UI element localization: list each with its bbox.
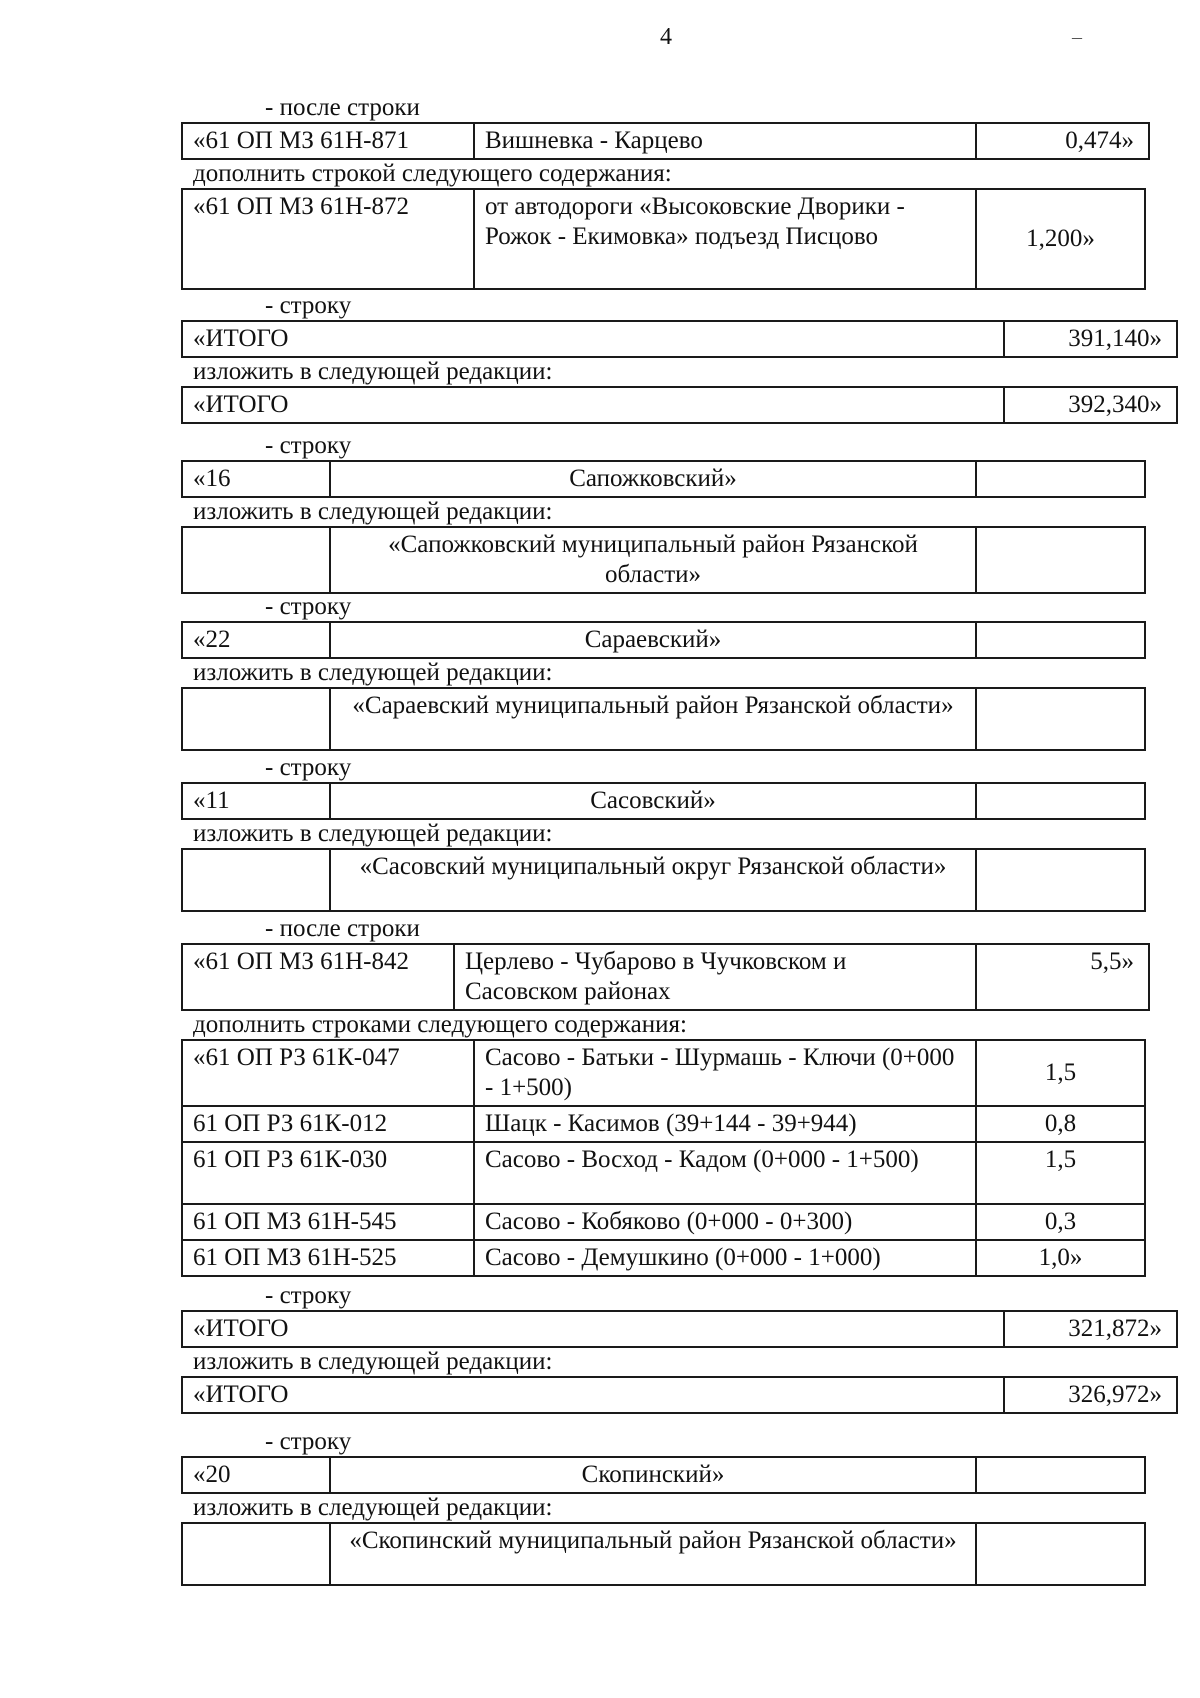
note-add-rows: дополнить строками следующего содержания: [193,1011,687,1038]
table-row [182,1377,1177,1413]
table-row [182,1204,1145,1240]
table-district-old [181,621,1146,659]
road-length: 1,200» [976,189,1145,289]
table-district-new [181,848,1146,912]
note-edit: изложить в следующей редакции: [193,1348,553,1375]
table-total-new [181,1376,1178,1414]
table-row [182,1311,1177,1347]
road-code: «61 ОП МЗ 61Н-871 [182,123,474,159]
block-after-842 [181,915,1134,1277]
block-sasovsky [181,754,1128,912]
table-district-new [181,526,1146,594]
district-number: «20 [182,1457,330,1493]
road-name: Сасово - Восход - Кадом (0+000 - 1+500) [474,1142,976,1204]
district-number: «22 [182,622,330,658]
table-row [182,1040,1145,1106]
table-total-old [181,1310,1178,1348]
road-code: «61 ОП РЗ 61К-047 [182,1040,474,1106]
road-length: 1,5 [976,1040,1145,1106]
district-value [976,461,1145,497]
table-row [182,387,1177,423]
note-after-row: - после строки [265,94,420,121]
road-length: 1,5 [976,1142,1145,1204]
total-label: «ИТОГО [182,321,1004,357]
road-name: Шацк - Касимов (39+144 - 39+944) [474,1106,976,1142]
block-total-2 [181,1282,1162,1414]
road-length: 0,3 [976,1204,1145,1240]
note-edit: изложить в следующей редакции: [193,358,553,385]
table-row [182,321,1177,357]
table-row [182,189,1145,289]
table-row-871 [181,122,1150,160]
total-value: 391,140» [1004,321,1177,357]
table-total-old [181,320,1178,358]
road-name: Церлево - Чубарово в Чучковском и Сасовском районах [454,944,976,1010]
table-row [182,688,1145,750]
district-name: «Сапожковский муниципальный район Рязанской области» [330,527,976,593]
note-edit: изложить в следующей редакции: [193,1494,553,1521]
table-row [182,1106,1145,1142]
district-value [976,783,1145,819]
block-total-1 [181,292,1162,424]
district-number [182,849,330,911]
total-value: 326,972» [1004,1377,1177,1413]
note-add-row: дополнить строкой следующего содержания: [193,160,672,187]
district-name: Сасовский» [330,783,976,819]
table-row [182,1457,1145,1493]
table-district-old [181,782,1146,820]
district-value [976,1457,1145,1493]
block-sapozhkovsky [181,432,1128,594]
table-row [182,1240,1145,1276]
total-label: «ИТОГО [182,387,1004,423]
district-name: Сараевский» [330,622,976,658]
table-row [182,461,1145,497]
note-after-row: - после строки [265,915,420,942]
total-label: «ИТОГО [182,1377,1004,1413]
road-length: 0,474» [976,123,1149,159]
table-row-872 [181,188,1146,290]
road-length: 5,5» [976,944,1149,1010]
district-number [182,1523,330,1585]
note-row: - строку [265,593,352,620]
district-name: Сапожковский» [330,461,976,497]
page-number: 4 [660,24,672,50]
note-row: - строку [265,432,352,459]
district-name: «Сараевский муниципальный район Рязанской области» [330,688,976,750]
table-row [182,527,1145,593]
table-district-new [181,1522,1146,1586]
block-saraevsky [181,593,1128,751]
road-code: 61 ОП МЗ 61Н-525 [182,1240,474,1276]
road-code: 61 ОП РЗ 61К-030 [182,1142,474,1204]
district-name: «Скопинский муниципальный район Рязанской области» [330,1523,976,1585]
table-new-roads [181,1039,1146,1277]
table-district-old [181,460,1146,498]
note-edit: изложить в следующей редакции: [193,820,553,847]
district-number [182,527,330,593]
total-value: 321,872» [1004,1311,1177,1347]
note-row: - строку [265,754,352,781]
note-row: - строку [265,1282,352,1309]
road-code: «61 ОП МЗ 61Н-842 [182,944,454,1010]
road-name: Сасово - Батьки - Шурмашь - Ключи (0+000 - 1+500) [474,1040,976,1106]
table-row [182,1523,1145,1585]
district-value [976,849,1145,911]
road-length: 1,0» [976,1240,1145,1276]
road-code: 61 ОП РЗ 61К-012 [182,1106,474,1142]
district-number: «11 [182,783,330,819]
table-row [182,849,1145,911]
table-row [182,944,1149,1010]
road-code: 61 ОП МЗ 61Н-545 [182,1204,474,1240]
road-code: «61 ОП МЗ 61Н-872 [182,189,474,289]
table-row [182,783,1145,819]
district-value [976,688,1145,750]
district-number [182,688,330,750]
road-name: Сасово - Кобяково (0+000 - 0+300) [474,1204,976,1240]
district-value [976,622,1145,658]
top-mark: – [1072,26,1082,48]
note-row: - строку [265,1428,352,1455]
district-value [976,1523,1145,1585]
total-value: 392,340» [1004,387,1177,423]
road-name: Вишневка - Карцево [474,123,976,159]
road-name: Сасово - Демушкино (0+000 - 1+000) [474,1240,976,1276]
table-row [182,622,1145,658]
table-row [182,123,1149,159]
road-length: 0,8 [976,1106,1145,1142]
table-total-new [181,386,1178,424]
block-skopinsky [181,1428,1128,1586]
road-name: от автодороги «Высоковские Дворики - Рожок - Екимовка» подъезд Писцово [474,189,976,289]
district-name: Скопинский» [330,1457,976,1493]
note-row: - строку [265,292,352,319]
district-name: «Сасовский муниципальный округ Рязанской области» [330,849,976,911]
total-label: «ИТОГО [182,1311,1004,1347]
table-row [182,1142,1145,1204]
table-district-old [181,1456,1146,1494]
table-row-842 [181,943,1150,1011]
block-after-871 [181,94,1134,290]
district-number: «16 [182,461,330,497]
note-edit: изложить в следующей редакции: [193,659,553,686]
table-district-new [181,687,1146,751]
note-edit: изложить в следующей редакции: [193,498,553,525]
district-value [976,527,1145,593]
